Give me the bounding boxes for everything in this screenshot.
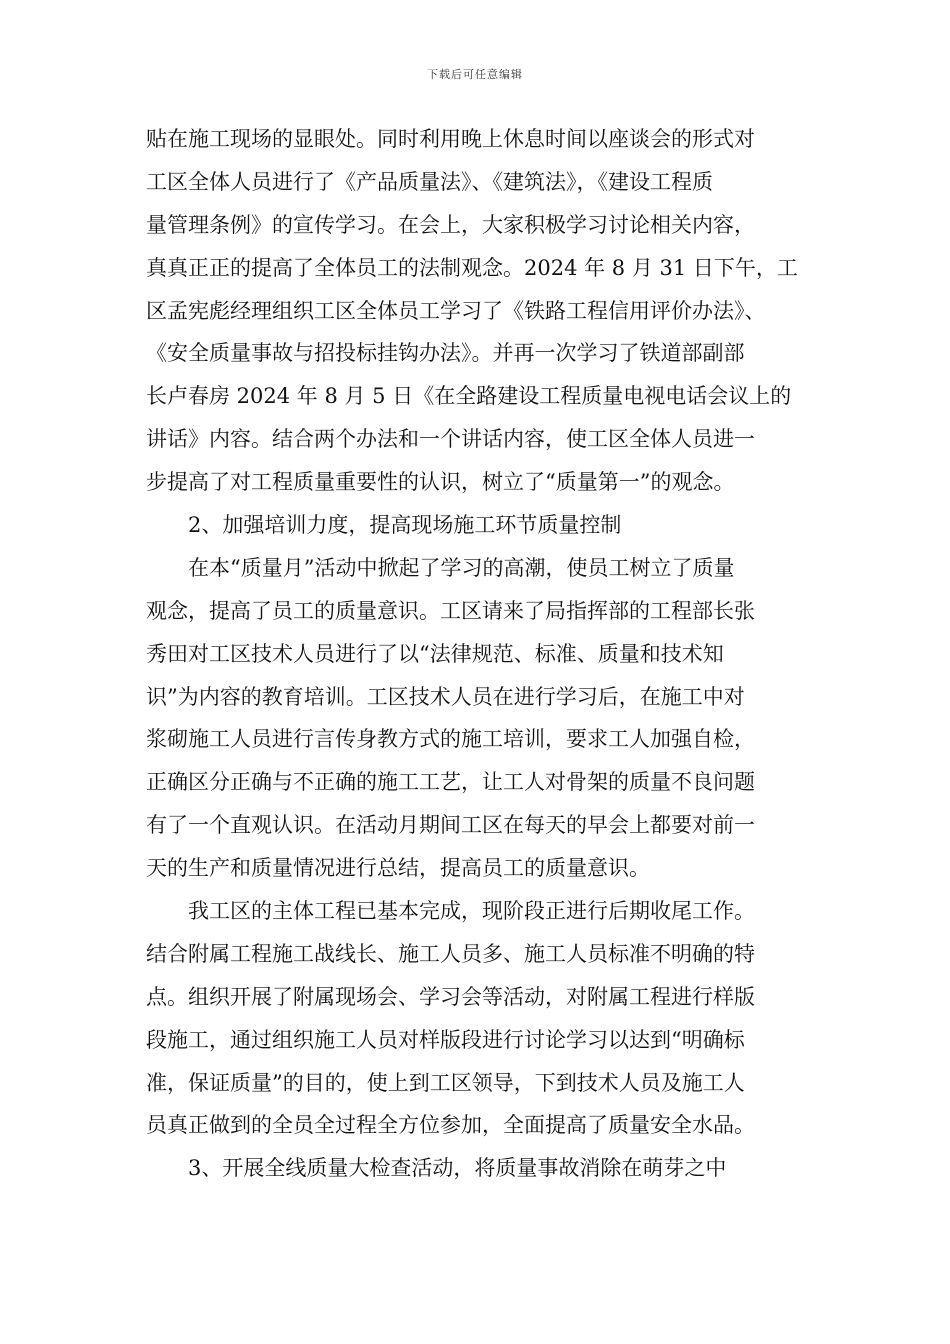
section-heading-2: 2、加强培训力度，提高现场施工环节质量控制 bbox=[188, 513, 622, 538]
text-line: 贴在施工现场的显眼处。同时利用晚上休息时间以座谈会的形式对 bbox=[146, 127, 755, 151]
body-text bbox=[146, 118, 836, 1190]
text-line: 《安全质量事故与招投标挂钩办法》。并再一次学习了铁道部副部 bbox=[146, 341, 745, 366]
text-line: 在本“质量月”活动中掀起了学习的高潮，使员工树立了质量 bbox=[188, 555, 735, 580]
text-line: 段施工，通过组织施工人员对样版段进行讨论学习以达到“明确标 bbox=[146, 1027, 745, 1052]
header-note: 下载后可任意编辑 bbox=[427, 68, 523, 81]
text-line: 浆砌施工人员进行言传身教方式的施工培训，要求工人加强自检， bbox=[146, 727, 755, 752]
text-line: 观念，提高了员工的质量意识。工区请来了局指挥部的工程部长张 bbox=[146, 598, 755, 623]
text-line: 真真正正的提高了全体员工的法制观念。2024 年 8 月 31 日下午，工 bbox=[146, 255, 798, 280]
text-line: 员真正做到的全员全过程全方位参加，全面提高了质量安全水品。 bbox=[146, 1113, 755, 1138]
section-heading-3: 3、开展全线质量大检查活动，将质量事故消除在萌芽之中 bbox=[188, 1156, 727, 1181]
text-line: 识”为内容的教育培训。工区技术人员在进行学习后，在施工中对 bbox=[146, 684, 745, 709]
text-line: 有了一个直观认识。在活动月期间工区在每天的早会上都要对前一 bbox=[146, 813, 755, 838]
text-line: 我工区的主体工程已基本完成，现阶段正进行后期收尾工作。 bbox=[188, 899, 755, 924]
text-line: 讲话》内容。结合两个办法和一个讲话内容，使工区全体人员进一 bbox=[146, 427, 755, 452]
text-line: 工区全体人员进行了《产品质量法》、《建筑法》，《建设工程质 bbox=[146, 169, 713, 194]
text-line: 量管理条例》的宣传学习。在会上，大家积极学习讨论相关内容， bbox=[146, 212, 755, 237]
text-line: 步提高了对工程质量重要性的认识，树立了“质量第一”的观念。 bbox=[146, 470, 735, 495]
text-line: 点。组织开展了附属现场会、学习会等活动，对附属工程进行样版 bbox=[146, 984, 755, 1009]
text-line: 秀田对工区技术人员进行了以“法律规范、标准、质量和技术知 bbox=[146, 641, 724, 666]
text-line: 区孟宪彪经理组织工区全体员工学习了《铁路工程信用评价办法》、 bbox=[146, 298, 766, 323]
text-line: 准，保证质量”的目的，使上到工区领导，下到技术人员及施工人 bbox=[146, 1070, 745, 1095]
text-line: 长卢春房 2024 年 8 月 5 日《在全路建设工程质量电视电话会议上的 bbox=[146, 384, 792, 409]
text-line: 天的生产和质量情况进行总结，提高员工的质量意识。 bbox=[146, 856, 650, 881]
text-line: 结合附属工程施工战线长、施工人员多、施工人员标准不明确的特 bbox=[146, 941, 755, 966]
text-line: 正确区分正确与不正确的施工工艺，让工人对骨架的质量不良问题 bbox=[146, 770, 755, 795]
